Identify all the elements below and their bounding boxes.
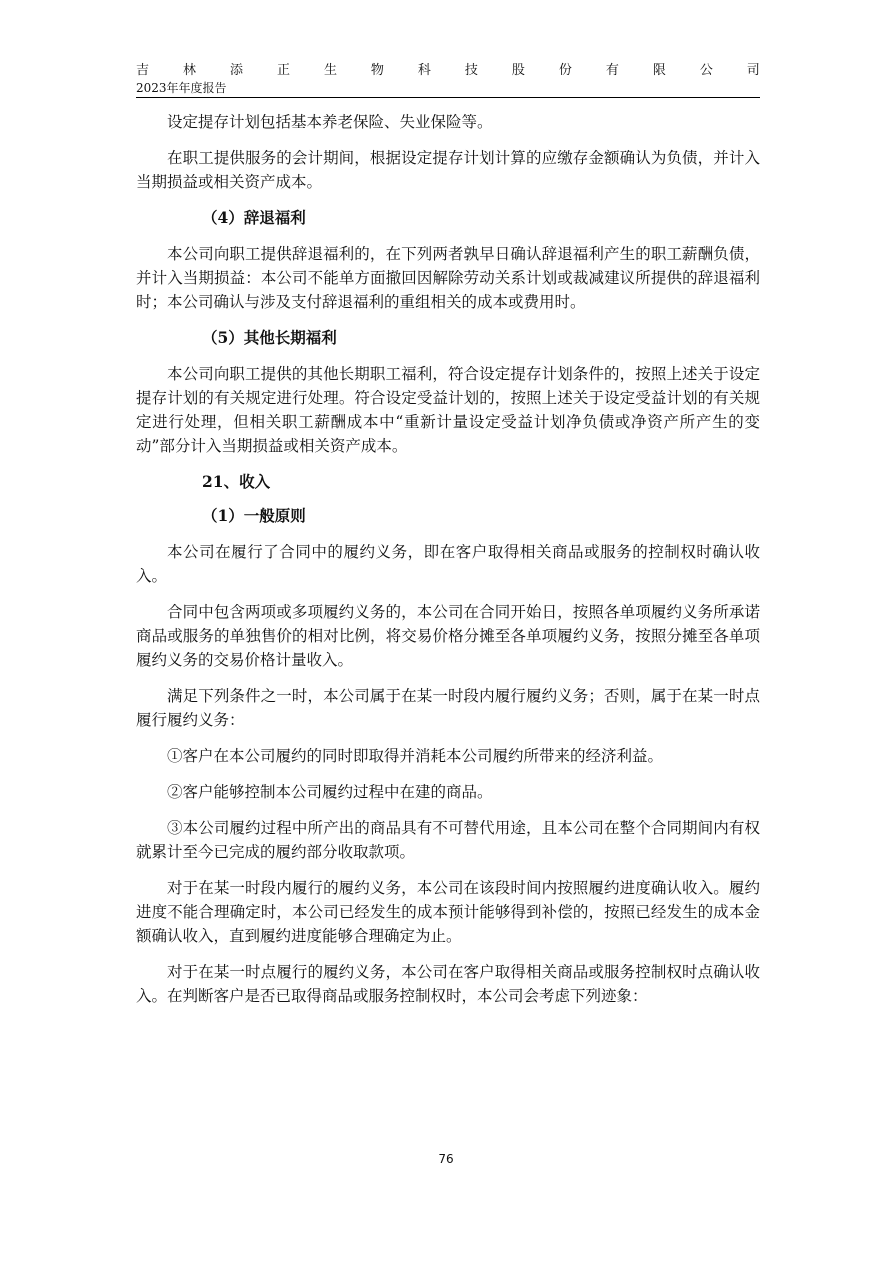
paragraph: 本公司在履行了合同中的履约义务，即在客户取得相关商品或服务的控制权时确认收入。: [136, 543, 760, 585]
document-body: [136, 110, 760, 1020]
paragraph: ③本公司履约过程中所产出的商品具有不可替代用途，且本公司在整个合同期间内有权就累计至今已完成的履约部分收取款项。: [136, 819, 760, 861]
paragraph: 对于在某一时段内履行的履约义务，本公司在该段时间内按照履约进度确认收入。履约进度不能合理确定时，本公司已经发生的成本预计能够得到补偿的，按照已经发生的成本金额确认收入，直到履约进度能够合理确定为止。: [136, 879, 760, 945]
section-heading: 21、收入: [202, 472, 271, 491]
section-heading: （1）一般原则: [202, 506, 306, 525]
company-char: 生: [323, 63, 337, 78]
company-name: [136, 62, 760, 80]
company-char: 股: [511, 63, 525, 78]
company-char: 有: [605, 63, 619, 78]
paragraph: ②客户能够控制本公司履约过程中在建的商品。: [167, 783, 493, 801]
paragraph: ①客户在本公司履约的同时即取得并消耗本公司履约所带来的经济利益。: [167, 747, 664, 765]
header-rule: [136, 97, 760, 98]
company-char: 份: [558, 63, 572, 78]
paragraph: 合同中包含两项或多项履约义务的，本公司在合同开始日，按照各单项履约义务所承诺商品或服务的单独售价的相对比例，将交易价格分摊至各单项履约义务，按照分摊至各单项履约义务的交易价格计量收入。: [136, 603, 760, 669]
company-char: 限: [652, 63, 666, 78]
company-char: 公: [699, 63, 713, 78]
company-char: 正: [276, 63, 290, 78]
paragraph: 设定提存计划包括基本养老保险、失业保险等。: [167, 113, 493, 131]
company-char: 司: [746, 63, 760, 78]
paragraph: 本公司向职工提供辞退福利的，在下列两者孰早日确认辞退福利产生的职工薪酬负债，并计入当期损益：本公司不能单方面撤回因解除劳动关系计划或裁减建议所提供的辞退福利时；本公司确认与涉及支付辞退福利的重组相关的成本或费用时。: [136, 245, 760, 311]
company-char: 林: [182, 63, 196, 78]
paragraph: 对于在某一时点履行的履约义务，本公司在客户取得相关商品或服务控制权时点确认收入。在判断客户是否已取得商品或服务控制权时，本公司会考虑下列迹象：: [136, 963, 760, 1005]
paragraph: 本公司向职工提供的其他长期职工福利，符合设定提存计划条件的，按照上述关于设定提存计划的有关规定进行处理。符合设定受益计划的，按照上述关于设定受益计划的有关规定进行处理，但相关职工薪酬成本中“重新计量设定受益计划净负债或净资产所产生的变动”部分计入当期损益或相关资产成本。: [136, 365, 760, 455]
page-number: 76: [438, 1152, 454, 1166]
company-char: 吉: [136, 63, 150, 78]
company-char: 科: [417, 63, 431, 78]
report-title: 2023年年度报告: [136, 81, 227, 95]
page-header: [136, 62, 760, 98]
company-char: 技: [464, 63, 478, 78]
section-heading: （5）其他长期福利: [202, 328, 337, 347]
company-char: 物: [370, 63, 384, 78]
company-char: 添: [229, 63, 243, 78]
paragraph: 满足下列条件之一时，本公司属于在某一时段内履行履约义务；否则，属于在某一时点履行履约义务：: [136, 687, 760, 729]
section-heading: （4）辞退福利: [202, 208, 306, 227]
paragraph: 在职工提供服务的会计期间，根据设定提存计划计算的应缴存金额确认为负债，并计入当期损益或相关资产成本。: [136, 149, 760, 191]
